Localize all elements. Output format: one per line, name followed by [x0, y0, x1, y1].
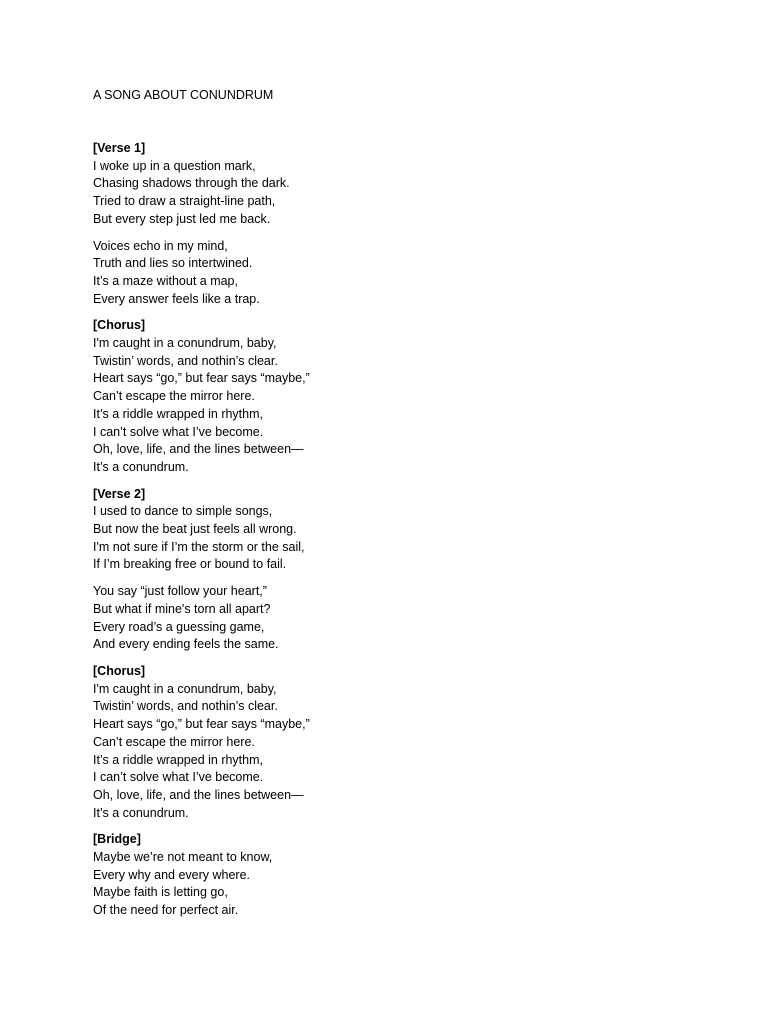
lyric-line: If I’m breaking free or bound to fail.: [93, 557, 287, 572]
lyric-line: Every why and every where.: [93, 867, 251, 882]
lyric-line: But what if mine's torn all apart?: [93, 601, 271, 616]
stanza-label: [Chorus]: [93, 318, 146, 333]
document-page: [93, 86, 693, 929]
stanza-label: [Verse 2]: [93, 486, 146, 501]
lyric-line: Can’t escape the mirror here.: [93, 389, 255, 404]
lyric-line: Heart says “go,” but fear says “maybe,”: [93, 717, 310, 732]
lyric-line: But now the beat just feels all wrong.: [93, 522, 297, 537]
lyric-line: Twistin’ words, and nothin’s clear.: [93, 699, 278, 714]
lyric-line: It’s a conundrum.: [93, 459, 189, 474]
lyric-line: But every step just led me back.: [93, 211, 271, 226]
lyric-line: I used to dance to simple songs,: [93, 504, 273, 519]
lyric-line: Twistin’ words, and nothin’s clear.: [93, 353, 278, 368]
lyric-line: I woke up in a question mark,: [93, 158, 256, 173]
lyric-line: Chasing shadows through the dark.: [93, 176, 290, 191]
stanza-label: [Verse 1]: [93, 141, 146, 155]
lyric-line: Can’t escape the mirror here.: [93, 734, 255, 749]
lyric-line: Oh, love, life, and the lines between—: [93, 442, 304, 457]
lyric-line: It’s a maze without a map,: [93, 273, 238, 288]
stanza: [93, 140, 693, 229]
lyric-line: Maybe we’re not meant to know,: [93, 850, 273, 865]
stanza: [93, 663, 693, 822]
lyric-line: It’s a conundrum.: [93, 805, 189, 820]
lyric-line: I can’t solve what I’ve become.: [93, 424, 264, 439]
lyric-line: Tried to draw a straight-line path,: [93, 194, 276, 209]
lyric-line: I'm caught in a conundrum, baby,: [93, 336, 277, 351]
lyric-line: It’s a riddle wrapped in rhythm,: [93, 752, 263, 767]
stanza-label: [Chorus]: [93, 663, 146, 678]
lyric-line: Every answer feels like a trap.: [93, 291, 260, 306]
stanza: [93, 583, 693, 654]
lyrics-body: [93, 140, 693, 920]
lyric-line: Oh, love, life, and the lines between—: [93, 787, 304, 802]
lyric-line: Maybe faith is letting go,: [93, 885, 228, 900]
lyric-line: I can’t solve what I’ve become.: [93, 770, 264, 785]
lyric-line: You say “just follow your heart,”: [93, 584, 267, 599]
stanza: [93, 238, 693, 309]
lyric-line: I'm caught in a conundrum, baby,: [93, 681, 277, 696]
stanza: [93, 486, 693, 575]
lyric-line: Heart says “go,” but fear says “maybe,”: [93, 371, 310, 386]
lyric-line: I'm not sure if I’m the storm or the sail,: [93, 539, 305, 554]
lyric-line: Truth and lies so intertwined.: [93, 256, 253, 271]
lyric-line: Voices echo in my mind,: [93, 238, 228, 253]
lyric-line: And every ending feels the same.: [93, 637, 279, 652]
lyric-line: Of the need for perfect air.: [93, 903, 239, 918]
lyric-line: It’s a riddle wrapped in rhythm,: [93, 406, 263, 421]
lyric-line: Every road’s a guessing game,: [93, 619, 265, 634]
song-title: A SONG ABOUT CONUNDRUM: [93, 88, 274, 102]
stanza: [93, 317, 693, 476]
stanza-label: [Bridge]: [93, 832, 141, 847]
stanza: [93, 831, 693, 920]
